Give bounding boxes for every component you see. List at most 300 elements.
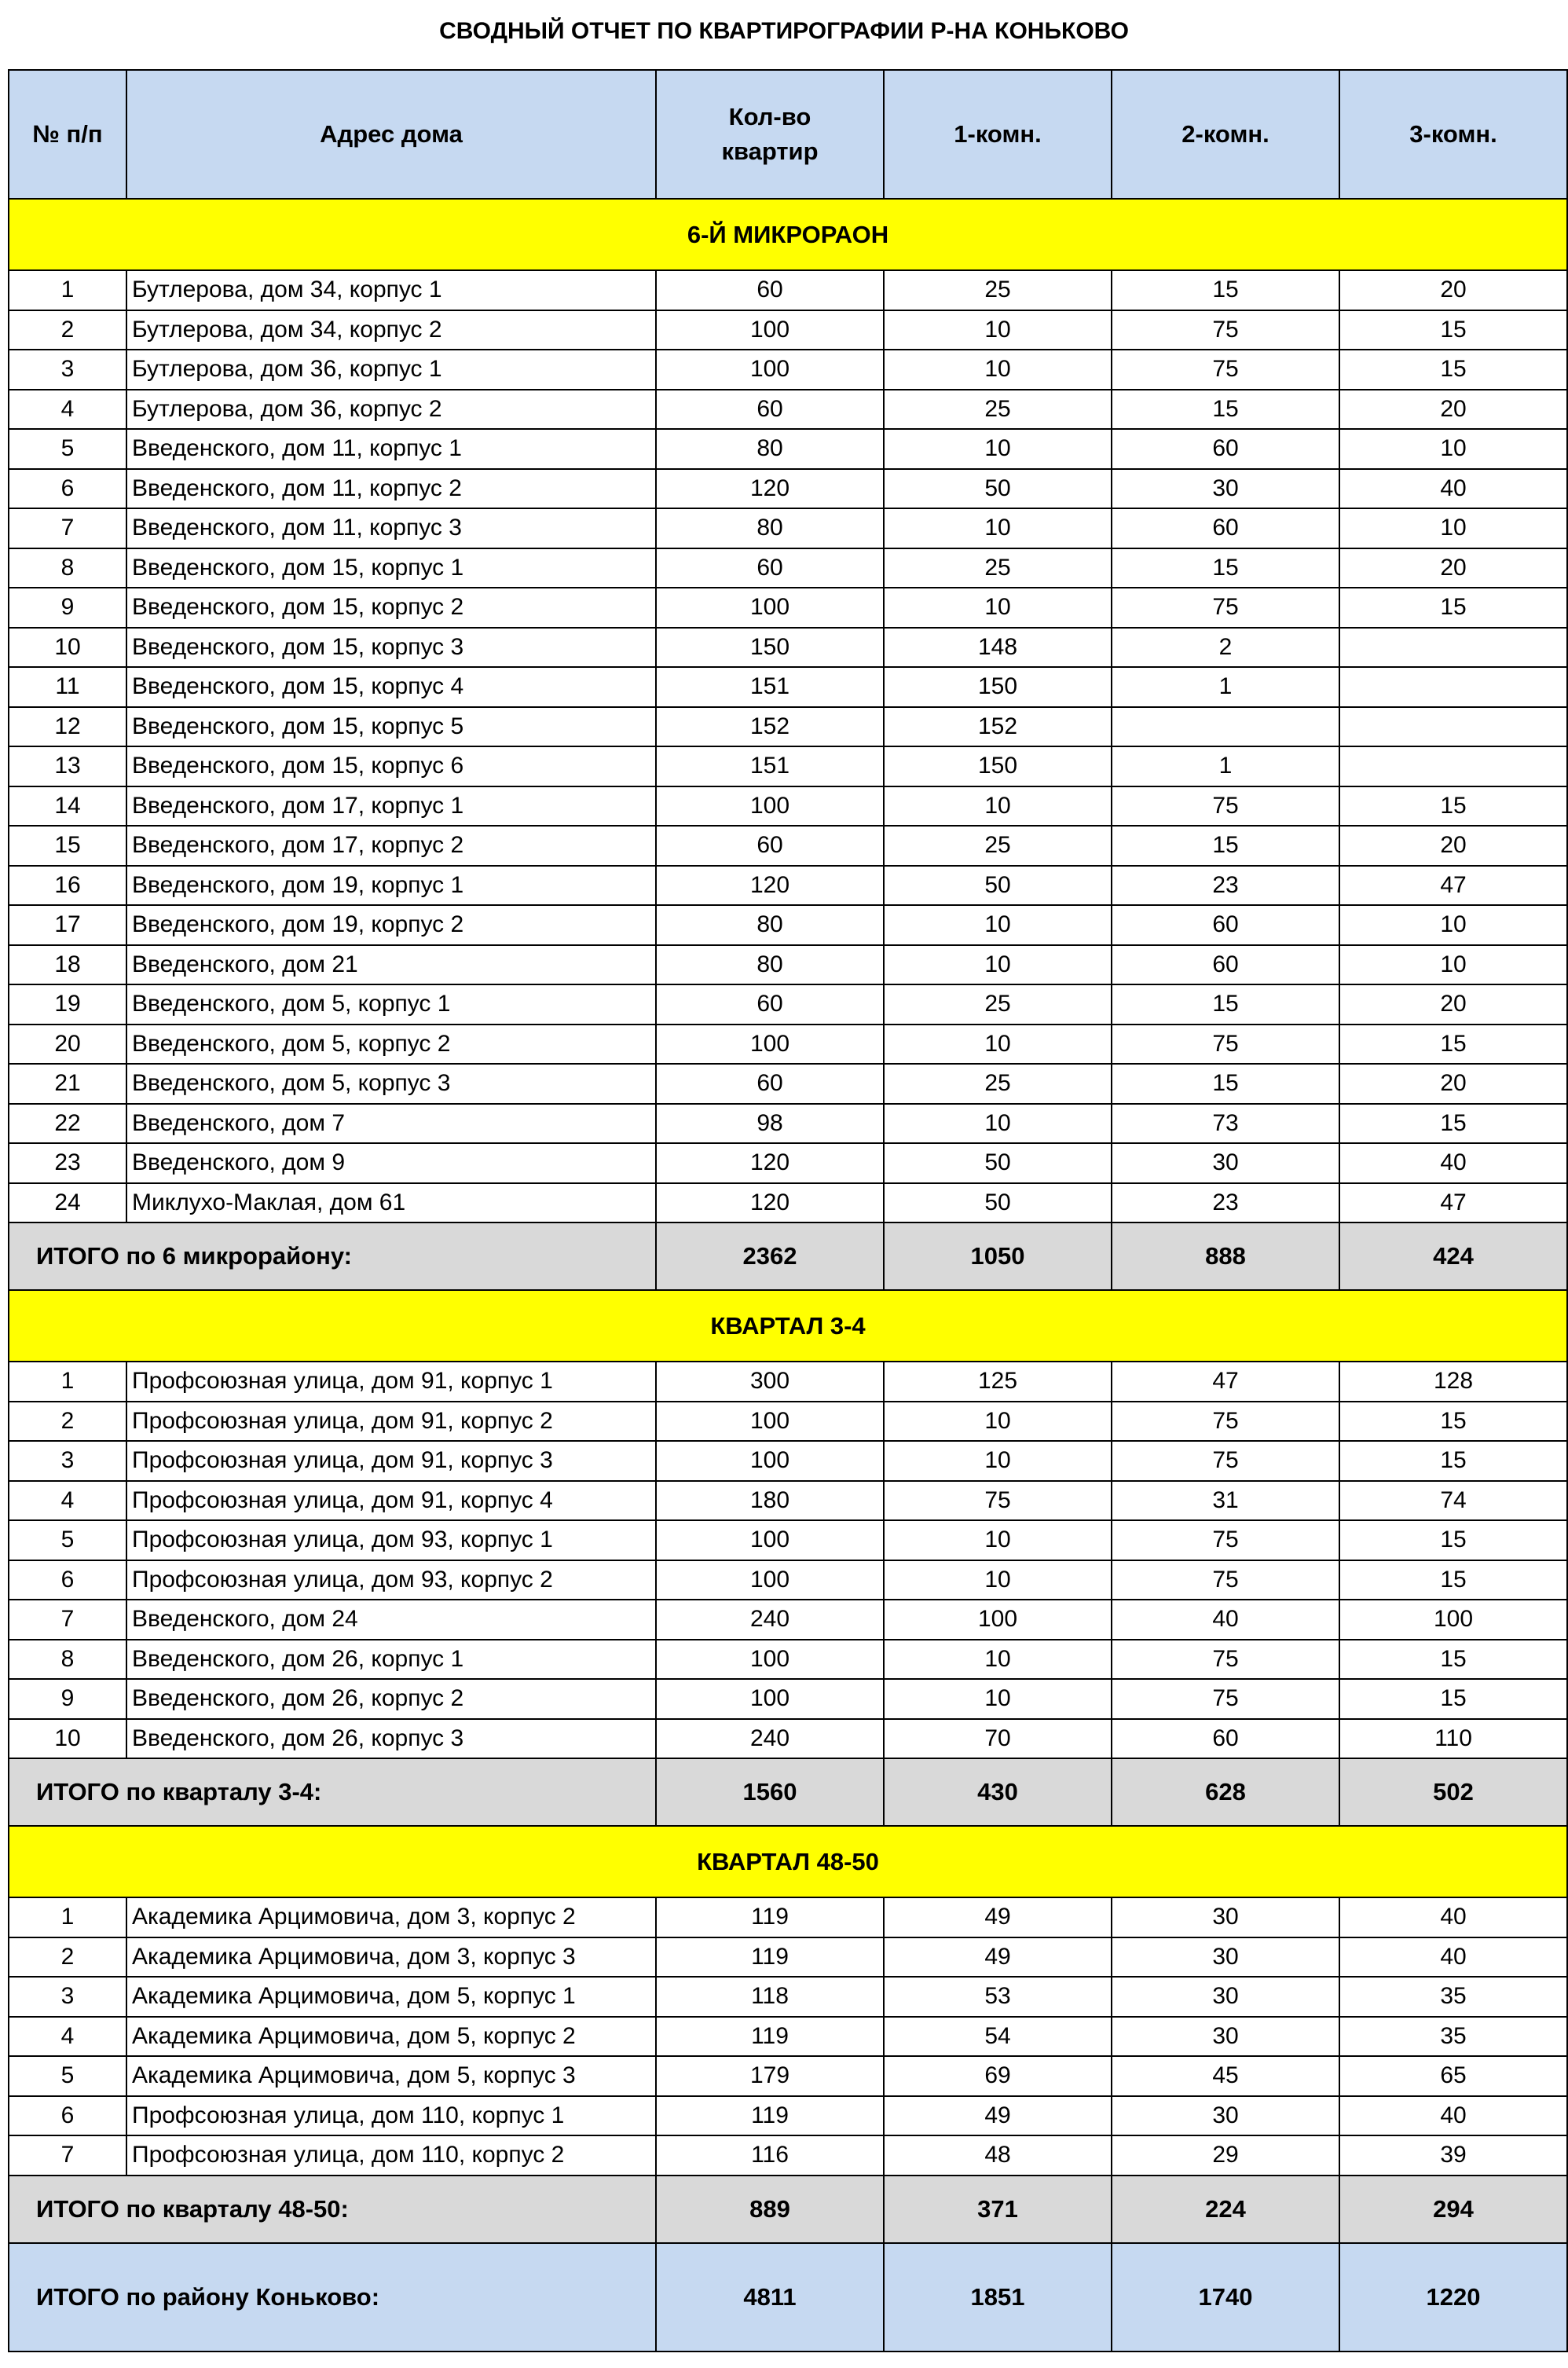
- header-total-line1: Кол-во: [728, 103, 811, 130]
- row-3-room: 10: [1339, 905, 1567, 945]
- table-row: [9, 1679, 1567, 1719]
- subtotal-row: [9, 1758, 1567, 1826]
- row-total-apartments: 300: [656, 1362, 884, 1402]
- row-total-apartments: 179: [656, 2056, 884, 2096]
- row-total-apartments: 100: [656, 588, 884, 628]
- row-total-apartments: 118: [656, 1977, 884, 2017]
- row-number: 5: [9, 1520, 126, 1560]
- row-3-room: 20: [1339, 548, 1567, 588]
- row-address: Введенского, дом 19, корпус 2: [126, 905, 656, 945]
- table-row: [9, 548, 1567, 588]
- row-address: Введенского, дом 11, корпус 3: [126, 508, 656, 548]
- row-number: 17: [9, 905, 126, 945]
- row-2-room: 15: [1112, 270, 1339, 310]
- row-2-room: 75: [1112, 1640, 1339, 1680]
- row-number: 3: [9, 350, 126, 390]
- row-1-room: 10: [884, 1560, 1112, 1600]
- row-address: Введенского, дом 24: [126, 1600, 656, 1640]
- table-row: [9, 866, 1567, 906]
- table-row: [9, 1183, 1567, 1223]
- row-2-room: 31: [1112, 1481, 1339, 1521]
- subtotal-3-room: 424: [1339, 1222, 1567, 1290]
- table-row: [9, 1064, 1567, 1104]
- row-address: Введенского, дом 15, корпус 3: [126, 628, 656, 668]
- row-number: 3: [9, 1977, 126, 2017]
- table-row: [9, 1977, 1567, 2017]
- apartment-report-table: [8, 69, 1568, 2352]
- row-3-room: 65: [1339, 2056, 1567, 2096]
- row-3-room: 10: [1339, 945, 1567, 985]
- row-number: 5: [9, 2056, 126, 2096]
- row-2-room: 73: [1112, 1104, 1339, 1144]
- row-total-apartments: 119: [656, 2017, 884, 2057]
- row-1-room: 148: [884, 628, 1112, 668]
- row-3-room: 35: [1339, 2017, 1567, 2057]
- table-row: [9, 667, 1567, 707]
- row-address: Академика Арцимовича, дом 3, корпус 2: [126, 1897, 656, 1937]
- row-number: 5: [9, 429, 126, 469]
- row-3-room: [1339, 628, 1567, 668]
- row-number: 22: [9, 1104, 126, 1144]
- row-3-room: 15: [1339, 1560, 1567, 1600]
- row-1-room: 10: [884, 1679, 1112, 1719]
- row-3-room: [1339, 667, 1567, 707]
- subtotal-2-room: 628: [1112, 1758, 1339, 1826]
- row-total-apartments: 60: [656, 390, 884, 430]
- grand-total-count: 4811: [656, 2243, 884, 2352]
- row-1-room: 10: [884, 1520, 1112, 1560]
- subtotal-1-room: 430: [884, 1758, 1112, 1826]
- row-1-room: 152: [884, 707, 1112, 747]
- header-num: № п/п: [9, 70, 126, 199]
- row-number: 3: [9, 1441, 126, 1481]
- table-row: [9, 1937, 1567, 1978]
- row-2-room: 60: [1112, 945, 1339, 985]
- row-1-room: 10: [884, 1025, 1112, 1065]
- grand-total-1-room: 1851: [884, 2243, 1112, 2352]
- row-total-apartments: 98: [656, 1104, 884, 1144]
- row-1-room: 10: [884, 1441, 1112, 1481]
- row-total-apartments: 116: [656, 2135, 884, 2176]
- table-row: [9, 1143, 1567, 1183]
- row-1-room: 25: [884, 270, 1112, 310]
- row-address: Миклухо-Маклая, дом 61: [126, 1183, 656, 1223]
- row-3-room: [1339, 707, 1567, 747]
- row-2-room: 40: [1112, 1600, 1339, 1640]
- row-3-room: 15: [1339, 1441, 1567, 1481]
- table-row: [9, 945, 1567, 985]
- row-3-room: 10: [1339, 429, 1567, 469]
- row-number: 8: [9, 1640, 126, 1680]
- row-2-room: 75: [1112, 1679, 1339, 1719]
- row-1-room: 100: [884, 1600, 1112, 1640]
- row-number: 19: [9, 984, 126, 1025]
- table-row: [9, 469, 1567, 509]
- table-row: [9, 746, 1567, 786]
- row-number: 10: [9, 1719, 126, 1759]
- row-address: Профсоюзная улица, дом 91, корпус 4: [126, 1481, 656, 1521]
- row-2-room: 60: [1112, 1719, 1339, 1759]
- row-2-room: 29: [1112, 2135, 1339, 2176]
- table-row: [9, 2135, 1567, 2176]
- table-row: [9, 310, 1567, 350]
- row-1-room: 25: [884, 548, 1112, 588]
- table-row: [9, 2056, 1567, 2096]
- row-address: Профсоюзная улица, дом 110, корпус 1: [126, 2096, 656, 2136]
- row-1-room: 10: [884, 1402, 1112, 1442]
- row-total-apartments: 151: [656, 746, 884, 786]
- subtotal-3-room: 502: [1339, 1758, 1567, 1826]
- row-3-room: 15: [1339, 1640, 1567, 1680]
- section-title: КВАРТАЛ 48-50: [9, 1826, 1567, 1897]
- table-row: [9, 1104, 1567, 1144]
- row-address: Введенского, дом 9: [126, 1143, 656, 1183]
- row-address: Введенского, дом 5, корпус 1: [126, 984, 656, 1025]
- row-address: Введенского, дом 21: [126, 945, 656, 985]
- row-total-apartments: 60: [656, 1064, 884, 1104]
- grand-total-label: ИТОГО по району Коньково:: [9, 2243, 656, 2352]
- row-1-room: 50: [884, 469, 1112, 509]
- row-2-room: 30: [1112, 1897, 1339, 1937]
- table-row: [9, 1441, 1567, 1481]
- row-total-apartments: 60: [656, 984, 884, 1025]
- table-row: [9, 1640, 1567, 1680]
- row-total-apartments: 120: [656, 1143, 884, 1183]
- row-number: 6: [9, 2096, 126, 2136]
- table-row: [9, 1481, 1567, 1521]
- row-3-room: [1339, 746, 1567, 786]
- subtotal-count: 2362: [656, 1222, 884, 1290]
- row-3-room: 100: [1339, 1600, 1567, 1640]
- table-row: [9, 1719, 1567, 1759]
- row-3-room: 35: [1339, 1977, 1567, 2017]
- row-2-room: 47: [1112, 1362, 1339, 1402]
- row-address: Введенского, дом 19, корпус 1: [126, 866, 656, 906]
- row-address: Введенского, дом 5, корпус 3: [126, 1064, 656, 1104]
- row-2-room: 30: [1112, 1937, 1339, 1978]
- row-1-room: 25: [884, 984, 1112, 1025]
- row-total-apartments: 100: [656, 1520, 884, 1560]
- subtotal-label: ИТОГО по кварталу 48-50:: [9, 2176, 656, 2243]
- row-total-apartments: 100: [656, 1560, 884, 1600]
- row-number: 8: [9, 548, 126, 588]
- row-total-apartments: 120: [656, 866, 884, 906]
- row-3-room: 20: [1339, 984, 1567, 1025]
- row-number: 1: [9, 1897, 126, 1937]
- row-3-room: 40: [1339, 1897, 1567, 1937]
- row-1-room: 10: [884, 1640, 1112, 1680]
- row-total-apartments: 100: [656, 1025, 884, 1065]
- row-2-room: 15: [1112, 390, 1339, 430]
- section-header-row: [9, 1290, 1567, 1362]
- row-total-apartments: 80: [656, 905, 884, 945]
- table-header-row: [9, 70, 1567, 199]
- row-2-room: 2: [1112, 628, 1339, 668]
- row-total-apartments: 100: [656, 1640, 884, 1680]
- row-1-room: 53: [884, 1977, 1112, 2017]
- row-address: Введенского, дом 15, корпус 5: [126, 707, 656, 747]
- header-1-room: 1-комн.: [884, 70, 1112, 199]
- row-2-room: [1112, 707, 1339, 747]
- row-address: Введенского, дом 26, корпус 1: [126, 1640, 656, 1680]
- row-address: Введенского, дом 11, корпус 1: [126, 429, 656, 469]
- row-number: 12: [9, 707, 126, 747]
- row-number: 1: [9, 1362, 126, 1402]
- table-row: [9, 628, 1567, 668]
- row-2-room: 1: [1112, 746, 1339, 786]
- row-2-room: 30: [1112, 1143, 1339, 1183]
- row-number: 13: [9, 746, 126, 786]
- row-2-room: 1: [1112, 667, 1339, 707]
- table-row: [9, 508, 1567, 548]
- row-total-apartments: 240: [656, 1600, 884, 1640]
- row-2-room: 75: [1112, 588, 1339, 628]
- header-3-room: 3-комн.: [1339, 70, 1567, 199]
- table-row: [9, 588, 1567, 628]
- row-2-room: 15: [1112, 548, 1339, 588]
- row-number: 10: [9, 628, 126, 668]
- subtotal-2-room: 224: [1112, 2176, 1339, 2243]
- row-2-room: 23: [1112, 1183, 1339, 1223]
- subtotal-1-room: 1050: [884, 1222, 1112, 1290]
- row-2-room: 15: [1112, 984, 1339, 1025]
- subtotal-label: ИТОГО по 6 микрорайону:: [9, 1222, 656, 1290]
- row-3-room: 15: [1339, 350, 1567, 390]
- row-total-apartments: 100: [656, 1402, 884, 1442]
- row-address: Введенского, дом 7: [126, 1104, 656, 1144]
- row-number: 4: [9, 390, 126, 430]
- row-total-apartments: 120: [656, 469, 884, 509]
- row-1-room: 50: [884, 1143, 1112, 1183]
- row-address: Академика Арцимовича, дом 5, корпус 3: [126, 2056, 656, 2096]
- subtotal-count: 1560: [656, 1758, 884, 1826]
- row-3-room: 20: [1339, 270, 1567, 310]
- row-number: 7: [9, 2135, 126, 2176]
- row-2-room: 60: [1112, 429, 1339, 469]
- row-3-room: 40: [1339, 1143, 1567, 1183]
- grand-total-2-room: 1740: [1112, 2243, 1339, 2352]
- row-3-room: 74: [1339, 1481, 1567, 1521]
- row-address: Профсоюзная улица, дом 91, корпус 2: [126, 1402, 656, 1442]
- row-2-room: 15: [1112, 1064, 1339, 1104]
- row-address: Введенского, дом 15, корпус 1: [126, 548, 656, 588]
- row-3-room: 15: [1339, 786, 1567, 827]
- row-1-room: 10: [884, 429, 1112, 469]
- row-1-room: 25: [884, 826, 1112, 866]
- row-3-room: 128: [1339, 1362, 1567, 1402]
- row-1-room: 10: [884, 905, 1112, 945]
- row-number: 4: [9, 1481, 126, 1521]
- row-1-room: 10: [884, 945, 1112, 985]
- row-number: 1: [9, 270, 126, 310]
- row-address: Профсоюзная улица, дом 91, корпус 1: [126, 1362, 656, 1402]
- table-row: [9, 826, 1567, 866]
- row-2-room: 75: [1112, 1560, 1339, 1600]
- row-1-room: 150: [884, 746, 1112, 786]
- subtotal-1-room: 371: [884, 2176, 1112, 2243]
- row-total-apartments: 100: [656, 1441, 884, 1481]
- table-row: [9, 1560, 1567, 1600]
- table-row: [9, 270, 1567, 310]
- row-address: Бутлерова, дом 34, корпус 1: [126, 270, 656, 310]
- row-3-room: 39: [1339, 2135, 1567, 2176]
- row-address: Профсоюзная улица, дом 93, корпус 2: [126, 1560, 656, 1600]
- row-2-room: 45: [1112, 2056, 1339, 2096]
- row-1-room: 49: [884, 2096, 1112, 2136]
- row-3-room: 40: [1339, 469, 1567, 509]
- row-number: 23: [9, 1143, 126, 1183]
- row-address: Введенского, дом 17, корпус 2: [126, 826, 656, 866]
- row-number: 14: [9, 786, 126, 827]
- table-body: [9, 199, 1567, 2243]
- subtotal-3-room: 294: [1339, 2176, 1567, 2243]
- table-row: [9, 1402, 1567, 1442]
- row-1-room: 150: [884, 667, 1112, 707]
- row-2-room: 75: [1112, 1520, 1339, 1560]
- row-number: 4: [9, 2017, 126, 2057]
- row-address: Профсоюзная улица, дом 110, корпус 2: [126, 2135, 656, 2176]
- table-row: [9, 1025, 1567, 1065]
- section-title: 6-Й МИКРОРАОН: [9, 199, 1567, 270]
- table-row: [9, 707, 1567, 747]
- table-row: [9, 2017, 1567, 2057]
- header-2-room: 2-комн.: [1112, 70, 1339, 199]
- row-1-room: 49: [884, 1897, 1112, 1937]
- row-address: Бутлерова, дом 34, корпус 2: [126, 310, 656, 350]
- table-row: [9, 2096, 1567, 2136]
- row-total-apartments: 80: [656, 429, 884, 469]
- header-total-line2: квартир: [721, 137, 819, 165]
- row-number: 24: [9, 1183, 126, 1223]
- table-row: [9, 350, 1567, 390]
- row-total-apartments: 240: [656, 1719, 884, 1759]
- row-number: 6: [9, 469, 126, 509]
- row-3-room: 15: [1339, 1104, 1567, 1144]
- row-number: 21: [9, 1064, 126, 1104]
- row-1-room: 48: [884, 2135, 1112, 2176]
- table-row: [9, 1362, 1567, 1402]
- row-3-room: 47: [1339, 1183, 1567, 1223]
- row-address: Введенского, дом 5, корпус 2: [126, 1025, 656, 1065]
- row-total-apartments: 150: [656, 628, 884, 668]
- row-total-apartments: 152: [656, 707, 884, 747]
- row-total-apartments: 100: [656, 350, 884, 390]
- section-header-row: [9, 199, 1567, 270]
- row-address: Академика Арцимовича, дом 3, корпус 3: [126, 1937, 656, 1978]
- row-3-room: 20: [1339, 390, 1567, 430]
- row-total-apartments: 80: [656, 945, 884, 985]
- row-1-room: 10: [884, 786, 1112, 827]
- row-1-room: 10: [884, 310, 1112, 350]
- section-title: КВАРТАЛ 3-4: [9, 1290, 1567, 1362]
- row-1-room: 25: [884, 390, 1112, 430]
- row-1-room: 10: [884, 508, 1112, 548]
- row-number: 2: [9, 1402, 126, 1442]
- row-total-apartments: 180: [656, 1481, 884, 1521]
- row-number: 2: [9, 310, 126, 350]
- row-total-apartments: 119: [656, 1937, 884, 1978]
- row-3-room: 15: [1339, 1679, 1567, 1719]
- row-3-room: 40: [1339, 2096, 1567, 2136]
- table-row: [9, 429, 1567, 469]
- row-1-room: 50: [884, 1183, 1112, 1223]
- row-3-room: 15: [1339, 1025, 1567, 1065]
- row-number: 20: [9, 1025, 126, 1065]
- grand-total-3-room: 1220: [1339, 2243, 1567, 2352]
- row-1-room: 25: [884, 1064, 1112, 1104]
- row-1-room: 125: [884, 1362, 1112, 1402]
- row-2-room: 30: [1112, 2096, 1339, 2136]
- row-address: Введенского, дом 26, корпус 2: [126, 1679, 656, 1719]
- row-3-room: 40: [1339, 1937, 1567, 1978]
- row-total-apartments: 60: [656, 826, 884, 866]
- row-total-apartments: 119: [656, 2096, 884, 2136]
- section-header-row: [9, 1826, 1567, 1897]
- row-number: 9: [9, 1679, 126, 1719]
- row-1-room: 75: [884, 1481, 1112, 1521]
- row-2-room: 15: [1112, 826, 1339, 866]
- grand-total-row: [9, 2243, 1567, 2352]
- row-2-room: 60: [1112, 905, 1339, 945]
- row-3-room: 20: [1339, 1064, 1567, 1104]
- row-3-room: 20: [1339, 826, 1567, 866]
- row-number: 6: [9, 1560, 126, 1600]
- row-total-apartments: 80: [656, 508, 884, 548]
- row-1-room: 54: [884, 2017, 1112, 2057]
- row-number: 9: [9, 588, 126, 628]
- row-number: 15: [9, 826, 126, 866]
- row-address: Профсоюзная улица, дом 91, корпус 3: [126, 1441, 656, 1481]
- row-3-room: 10: [1339, 508, 1567, 548]
- row-2-room: 60: [1112, 508, 1339, 548]
- report-title: СВОДНЫЙ ОТЧЕТ ПО КВАРТИРОГРАФИИ Р-НА КОНЬКОВО: [439, 18, 1129, 44]
- subtotal-row: [9, 1222, 1567, 1290]
- row-1-room: 49: [884, 1937, 1112, 1978]
- row-2-room: 75: [1112, 1025, 1339, 1065]
- row-address: Бутлерова, дом 36, корпус 2: [126, 390, 656, 430]
- table-row: [9, 1897, 1567, 1937]
- row-number: 18: [9, 945, 126, 985]
- row-total-apartments: 100: [656, 786, 884, 827]
- subtotal-label: ИТОГО по кварталу 3-4:: [9, 1758, 656, 1826]
- row-3-room: 15: [1339, 1520, 1567, 1560]
- row-total-apartments: 151: [656, 667, 884, 707]
- row-2-room: 75: [1112, 310, 1339, 350]
- table-row: [9, 1520, 1567, 1560]
- row-total-apartments: 60: [656, 270, 884, 310]
- row-address: Введенского, дом 26, корпус 3: [126, 1719, 656, 1759]
- row-1-room: 10: [884, 350, 1112, 390]
- row-number: 11: [9, 667, 126, 707]
- table-row: [9, 390, 1567, 430]
- row-2-room: 75: [1112, 786, 1339, 827]
- row-1-room: 70: [884, 1719, 1112, 1759]
- row-2-room: 75: [1112, 1441, 1339, 1481]
- row-number: 2: [9, 1937, 126, 1978]
- row-3-room: 47: [1339, 866, 1567, 906]
- header-address: Адрес дома: [126, 70, 656, 199]
- table-row: [9, 1600, 1567, 1640]
- row-3-room: 15: [1339, 310, 1567, 350]
- row-3-room: 15: [1339, 1402, 1567, 1442]
- row-address: Академика Арцимовича, дом 5, корпус 2: [126, 2017, 656, 2057]
- row-total-apartments: 120: [656, 1183, 884, 1223]
- row-1-room: 10: [884, 1104, 1112, 1144]
- row-2-room: 75: [1112, 350, 1339, 390]
- table-row: [9, 905, 1567, 945]
- table-row: [9, 984, 1567, 1025]
- header-total: [656, 70, 884, 199]
